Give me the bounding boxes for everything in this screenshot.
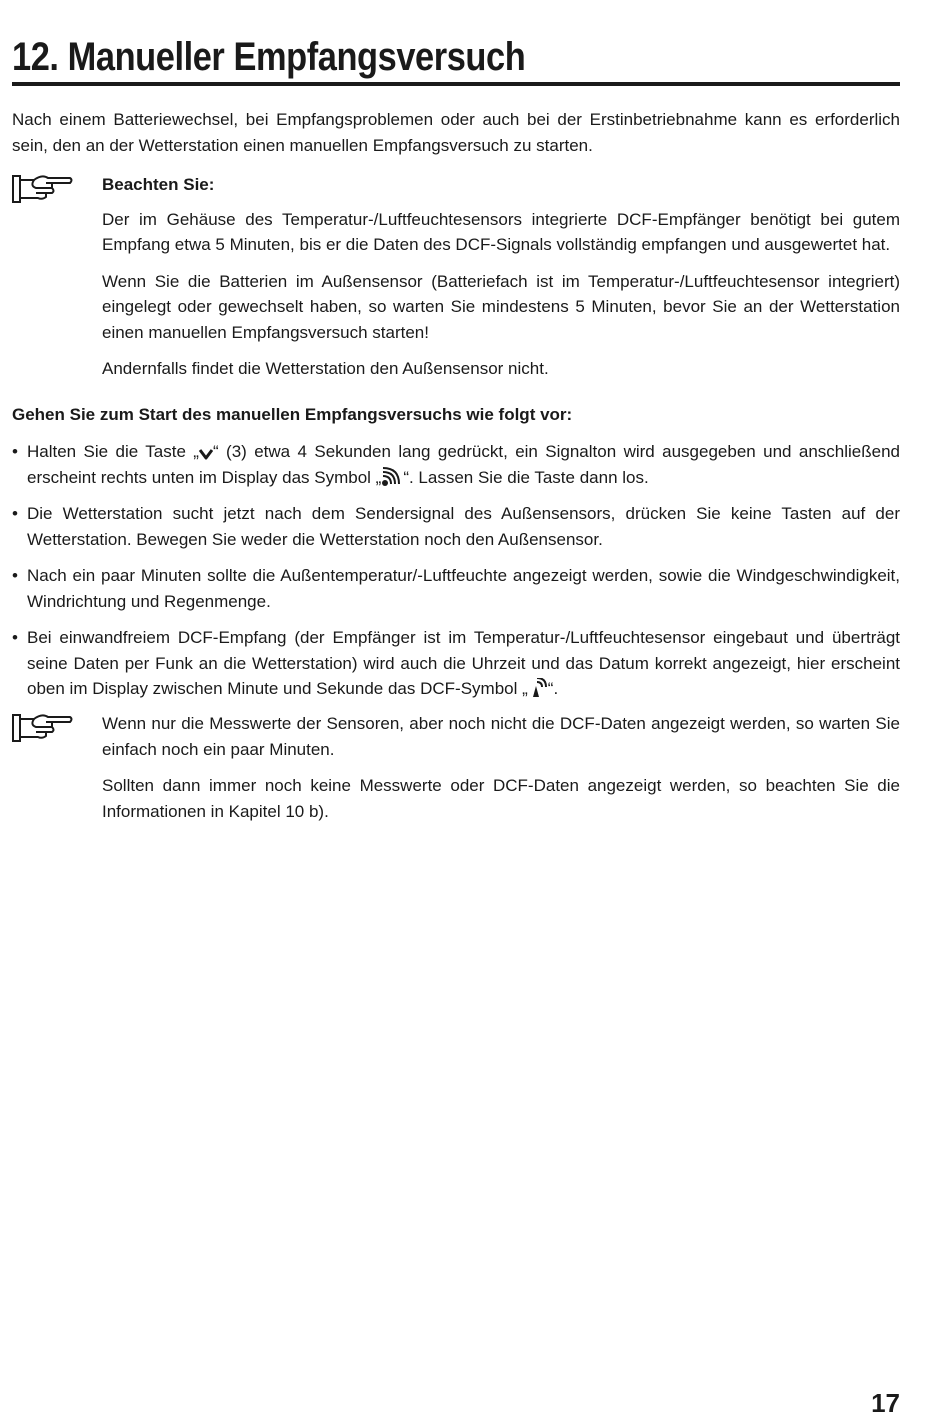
page-number: 17 <box>871 1388 900 1418</box>
step-4-text-a: Bei einwandfreiem DCF-Empfang (der Empfänger ist im Temperatur-/Luftfeuchtesensor eingebaut und überträgt seine Daten per Funk an die Wetterstation) wird auch die Uhrzeit und das Datum korrekt angezeigt, hier erscheint oben im Display zwischen Minute und Sekunde das DCF-Symbol „ <box>27 628 900 698</box>
note2-paragraph-2: Sollten dann immer noch keine Messwerte oder DCF-Daten angezeigt werden, so beachten Sie die Informationen in Kapitel 10 b). <box>102 776 900 821</box>
page-title: 12. Manueller Empfangsversuch <box>12 35 526 79</box>
note2-paragraph-1: Wenn nur die Messwerte der Sensoren, aber noch nicht die DCF-Daten angezeigt werden, so warten Sie einfach noch ein paar Minuten. <box>102 714 900 759</box>
title-rule <box>12 82 900 86</box>
note1-paragraph-1: Der im Gehäuse des Temperatur-/Luftfeuchtesensors integrierte DCF-Empfänger benötigt bei gutem Empfang etwa 5 Minuten, bis er die Daten des DCF-Signals vollständig empfangen und ausgewertet hat. <box>102 209 900 254</box>
step-4-text-b: “. <box>547 679 559 698</box>
note-title: Beachten Sie: <box>102 175 215 194</box>
step-4 <box>12 625 900 702</box>
steps-list <box>12 439 900 713</box>
signal-waves-icon <box>381 467 403 487</box>
note1-paragraph-2: Wenn Sie die Batterien im Außensensor (Batteriefach ist im Temperatur-/Luftfeuchtesensor integriert) eingelegt oder gewechselt haben, so warten Sie mindestens 5 Minuten, bevor Sie an der Wetterstation einen manuellen Empfangsversuch starten! <box>102 271 900 342</box>
step-2: • Die Wetterstation sucht jetzt nach dem Sendersignal des Außensensors, drücken Sie keine Tasten auf der Wetterstation. Bewegen Sie weder die Wetterstation noch den Außensensor. <box>12 501 900 552</box>
dcf-antenna-icon <box>528 678 548 698</box>
chevron-down-icon <box>199 447 213 461</box>
step-3: • Nach ein paar Minuten sollte die Außentemperatur/-Luftfeuchte angezeigt werden, sowie die Windgeschwindigkeit, Windrichtung und Regenmenge. <box>12 563 900 614</box>
pointing-hand-icon <box>12 711 74 743</box>
intro-paragraph: Nach einem Batteriewechsel, bei Empfangsproblemen oder auch bei der Erstinbetriebnahme kann es erforderlich sein, den an der Wetterstation einen manuellen Empfangsversuch zu starten. <box>12 110 900 155</box>
step-1-text-a: Halten Sie die Taste „ <box>27 442 199 461</box>
steps-heading: Gehen Sie zum Start des manuellen Empfangsversuchs wie folgt vor: <box>12 405 573 424</box>
step-1-text-b: “ (3) etwa 4 Sekunden lang gedrückt, ein Signalton wird ausgegeben und anschließend erscheint rechts unten im Display das Symbol „ <box>27 442 901 487</box>
note-block-2 <box>12 711 900 835</box>
note1-paragraph-3: Andernfalls findet die Wetterstation den Außensensor nicht. <box>102 359 549 378</box>
step-1 <box>12 439 900 490</box>
step-1-text-c: “. Lassen Sie die Taste dann los. <box>403 467 649 487</box>
pointing-hand-icon <box>12 172 74 204</box>
note-block-1 <box>12 172 900 393</box>
